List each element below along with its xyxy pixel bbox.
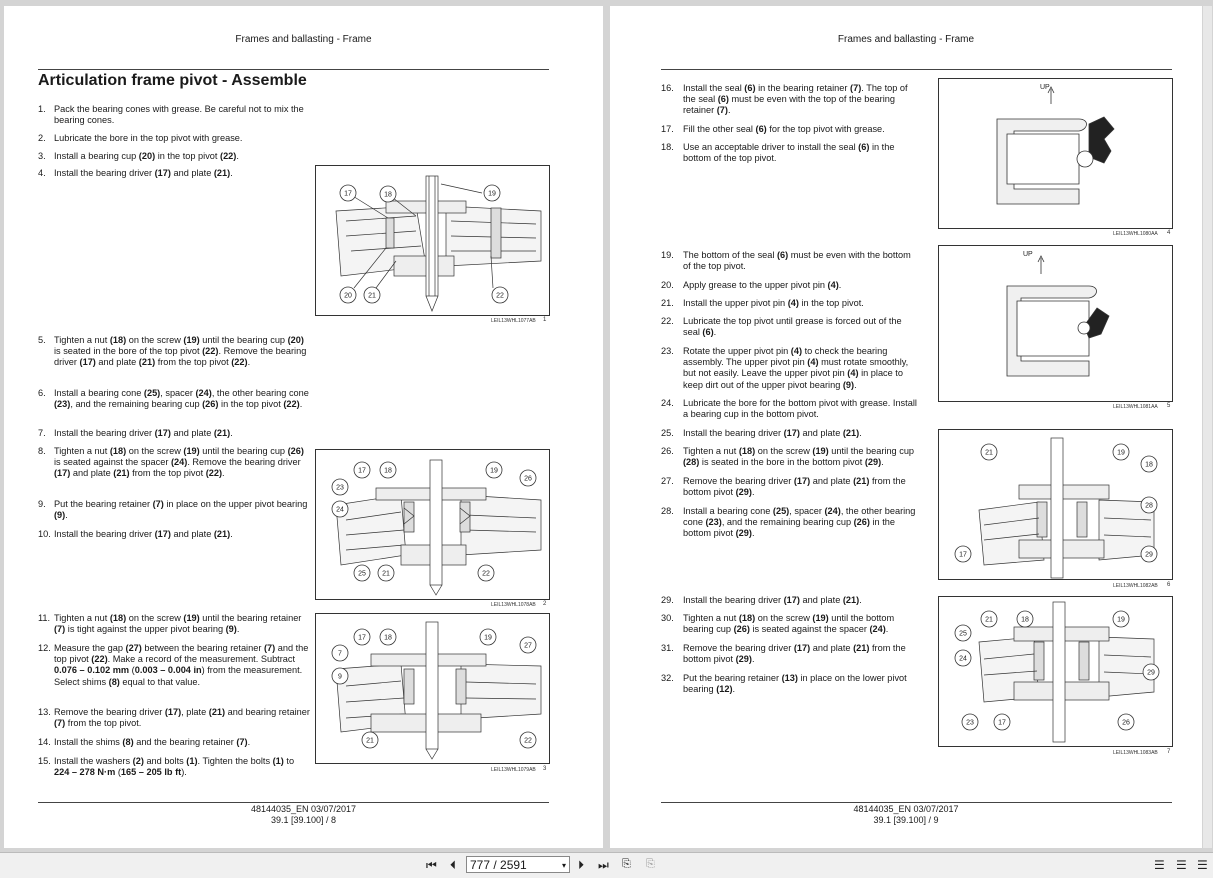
step-number: 24. bbox=[661, 398, 674, 408]
page-number-value: 777 / 2591 bbox=[470, 858, 527, 872]
svg-text:26: 26 bbox=[1122, 719, 1130, 727]
svg-text:20: 20 bbox=[344, 292, 352, 300]
step-number: 5. bbox=[38, 335, 46, 345]
first-page-icon[interactable]: ⏮ bbox=[426, 858, 437, 872]
callout-17 bbox=[340, 185, 356, 201]
callout-9 bbox=[332, 668, 348, 684]
callout-22 bbox=[492, 287, 508, 303]
step-text: Install the washers (2) and bolts (1). Tighten the bolts (1) to 224 – 278 N·m (165 – 205 lb ft). bbox=[54, 756, 295, 778]
last-page-icon[interactable]: ⏭ bbox=[598, 858, 609, 872]
step-number: 9. bbox=[38, 499, 46, 509]
continuous-view-icon[interactable]: ☰ bbox=[1197, 858, 1208, 872]
header-rule bbox=[38, 69, 549, 70]
figure-7-drawing bbox=[939, 597, 1172, 746]
step-number: 7. bbox=[38, 428, 46, 438]
figure-2-drawing bbox=[316, 450, 549, 599]
figure-6 bbox=[938, 429, 1173, 580]
figure-1-number: 1 bbox=[543, 317, 547, 323]
step-number: 32. bbox=[661, 673, 674, 683]
step-number: 22. bbox=[661, 316, 674, 326]
svg-text:19: 19 bbox=[1117, 616, 1125, 624]
svg-text:17: 17 bbox=[358, 467, 366, 475]
callout-23 bbox=[332, 479, 348, 495]
callout-22 bbox=[520, 732, 536, 748]
step-number: 28. bbox=[661, 506, 674, 516]
svg-text:21: 21 bbox=[985, 449, 993, 457]
footer-rule bbox=[661, 802, 1172, 803]
callout-29 bbox=[1143, 664, 1159, 680]
figure-7-code: LEIL13WHL1083AB bbox=[1113, 750, 1158, 756]
figure-5-up-label: UP bbox=[1023, 251, 1033, 258]
figure-4-up-label: UP bbox=[1040, 84, 1050, 91]
callout-28 bbox=[1141, 497, 1157, 513]
svg-text:25: 25 bbox=[358, 570, 366, 578]
step-number: 14. bbox=[38, 737, 51, 747]
step-number: 15. bbox=[38, 756, 51, 766]
step-text: Remove the bearing driver (17), plate (21) and bearing retainer (7) from the top pivot. bbox=[54, 707, 310, 729]
step-text: The bottom of the seal (6) must be even with the bottom of the top pivot. bbox=[683, 250, 911, 272]
svg-text:18: 18 bbox=[384, 634, 392, 642]
callout-18 bbox=[380, 462, 396, 478]
step-number: 10. bbox=[38, 529, 51, 539]
svg-text:19: 19 bbox=[488, 190, 496, 198]
svg-text:21: 21 bbox=[368, 292, 376, 300]
callout-19 bbox=[486, 462, 502, 478]
figure-2-code: LEIL13WHL1078AB bbox=[491, 602, 536, 608]
footer-rule bbox=[38, 802, 549, 803]
step-text: Install the seal (6) in the bearing retainer (7). The top of the seal (6) must be even with the top of the bearing retainer (7). bbox=[683, 83, 908, 116]
callout-21 bbox=[981, 444, 997, 460]
footer-doc-id: 48144035_EN 03/07/2017 bbox=[853, 804, 959, 814]
svg-text:7: 7 bbox=[338, 650, 342, 658]
callout-25 bbox=[354, 565, 370, 581]
step-text: Lubricate the top pivot until grease is forced out of the seal (6). bbox=[683, 316, 902, 338]
callout-18 bbox=[1141, 456, 1157, 472]
svg-text:21: 21 bbox=[382, 570, 390, 578]
figure-1 bbox=[315, 165, 550, 316]
callout-17 bbox=[994, 714, 1010, 730]
callout-17 bbox=[354, 629, 370, 645]
svg-text:18: 18 bbox=[384, 191, 392, 199]
step-text: Remove the bearing driver (17) and plate (21) from the bottom pivot (29). bbox=[683, 643, 906, 665]
figure-5-code: LEIL13WHL1081AA bbox=[1113, 404, 1158, 410]
callout-7 bbox=[332, 645, 348, 661]
step-text: Put the bearing retainer (7) in place on the upper pivot bearing (9). bbox=[54, 499, 308, 521]
figure-7 bbox=[938, 596, 1173, 747]
step-number: 27. bbox=[661, 476, 674, 486]
svg-text:18: 18 bbox=[1145, 461, 1153, 469]
step-number: 23. bbox=[661, 346, 674, 356]
step-text: Remove the bearing driver (17) and plate (21) from the bottom pivot (29). bbox=[683, 476, 906, 498]
figure-4-code: LEIL13WHL1080AA bbox=[1113, 231, 1158, 237]
step-text: Install the bearing driver (17) and plate (21). bbox=[54, 168, 233, 178]
figure-4-number: 4 bbox=[1167, 230, 1171, 236]
step-number: 12. bbox=[38, 643, 51, 653]
svg-text:28: 28 bbox=[1145, 502, 1153, 510]
step-text: Put the bearing retainer (13) in place on the lower pivot bearing (12). bbox=[683, 673, 907, 695]
svg-text:26: 26 bbox=[524, 475, 532, 483]
figure-2 bbox=[315, 449, 550, 600]
callout-18 bbox=[1017, 611, 1033, 627]
step-number: 6. bbox=[38, 388, 46, 398]
step-number: 13. bbox=[38, 707, 51, 717]
callout-26 bbox=[520, 470, 536, 486]
svg-text:27: 27 bbox=[524, 642, 532, 650]
page-title: Articulation frame pivot - Assemble bbox=[38, 72, 307, 89]
two-page-view-icon[interactable]: ☰ bbox=[1176, 858, 1187, 872]
step-text: Install a bearing cone (25), spacer (24), the other bearing cone (23), and the remaining bearing cup (26) in the bottom pivot (29). bbox=[683, 506, 916, 539]
svg-text:9: 9 bbox=[338, 673, 342, 681]
callout-29 bbox=[1141, 546, 1157, 562]
callout-18 bbox=[380, 629, 396, 645]
svg-text:29: 29 bbox=[1147, 669, 1155, 677]
right-page bbox=[610, 6, 1202, 848]
figure-3 bbox=[315, 613, 550, 764]
svg-text:24: 24 bbox=[336, 506, 344, 514]
callout-20 bbox=[340, 287, 356, 303]
step-text: Use an acceptable driver to install the seal (6) in the bottom of the top pivot. bbox=[683, 142, 895, 164]
prev-page-icon[interactable]: ⏴ bbox=[450, 858, 457, 872]
step-text: Install the bearing driver (17) and plate (21). bbox=[54, 428, 233, 438]
step-number: 3. bbox=[38, 151, 46, 161]
callout-17 bbox=[955, 546, 971, 562]
figure-2-number: 2 bbox=[543, 601, 547, 607]
svg-text:29: 29 bbox=[1145, 551, 1153, 559]
callout-17 bbox=[354, 462, 370, 478]
footer-page-number: 39.1 [39.100] / 9 bbox=[873, 815, 939, 825]
next-page-icon[interactable]: ⏵ bbox=[578, 858, 585, 872]
footer-page-number: 39.1 [39.100] / 8 bbox=[270, 815, 337, 825]
step-text: Install the bearing driver (17) and plate (21). bbox=[54, 529, 233, 539]
step-text: Tighten a nut (18) on the screw (19) until the bearing retainer (7) is tight against the upper pivot bearing (9). bbox=[54, 613, 302, 635]
step-text: Tighten a nut (18) on the screw (19) until the bearing cup (28) is seated in the bore in the bottom pivot (29). bbox=[683, 446, 915, 468]
figure-7-number: 7 bbox=[1167, 749, 1171, 755]
step-number: 20. bbox=[661, 280, 674, 290]
figure-1-drawing bbox=[316, 166, 549, 315]
callout-23 bbox=[962, 714, 978, 730]
step-text: Install the shims (8) and the bearing retainer (7). bbox=[54, 737, 251, 747]
svg-text:18: 18 bbox=[1021, 616, 1029, 624]
viewer-toolbar bbox=[0, 852, 1213, 878]
callout-21 bbox=[364, 287, 380, 303]
step-text: Tighten a nut (18) on the screw (19) until the bearing cup (26) is seated against the spacer (24). Remove the bearing driver (17) and plate (21) from the top pivot (22). bbox=[54, 446, 304, 479]
callout-21 bbox=[362, 732, 378, 748]
page-header: Frames and ballasting - Frame bbox=[837, 34, 975, 45]
header-rule bbox=[661, 69, 1172, 70]
vertical-scrollbar[interactable] bbox=[1203, 6, 1212, 848]
step-text: Apply grease to the upper pivot pin (4). bbox=[683, 280, 842, 290]
svg-text:24: 24 bbox=[959, 655, 967, 663]
svg-text:21: 21 bbox=[366, 737, 374, 745]
svg-text:17: 17 bbox=[998, 719, 1006, 727]
step-number: 8. bbox=[38, 446, 46, 456]
step-number: 2. bbox=[38, 133, 46, 143]
callout-25 bbox=[955, 625, 971, 641]
step-text: Measure the gap (27) between the bearing retainer (7) and the top pivot (22). Make a record of the measurement. Subtract 0.076 – 0.102 mm (0.003 – 0.004 in) from the measurement. Select shims (8) equal to that value. bbox=[54, 643, 309, 687]
step-number: 26. bbox=[661, 446, 674, 456]
figure-6-drawing bbox=[939, 430, 1172, 579]
callout-22 bbox=[478, 565, 494, 581]
callout-24 bbox=[955, 650, 971, 666]
figure-4 bbox=[938, 78, 1173, 229]
figure-3-drawing bbox=[316, 614, 549, 763]
svg-text:17: 17 bbox=[358, 634, 366, 642]
step-text: Install the upper pivot pin (4) in the top pivot. bbox=[683, 298, 864, 308]
step-number: 25. bbox=[661, 428, 674, 438]
callout-19 bbox=[480, 629, 496, 645]
callout-24 bbox=[332, 501, 348, 517]
svg-text:21: 21 bbox=[985, 616, 993, 624]
step-number: 30. bbox=[661, 613, 674, 623]
step-number: 11. bbox=[38, 613, 51, 623]
callout-19 bbox=[1113, 444, 1129, 460]
svg-text:17: 17 bbox=[959, 551, 967, 559]
step-number: 18. bbox=[661, 142, 674, 152]
callout-19 bbox=[1113, 611, 1129, 627]
page-header: Frames and ballasting - Frame bbox=[235, 34, 372, 45]
single-page-view-icon[interactable]: ☰ bbox=[1154, 858, 1165, 872]
figure-1-code: LEIL13WHL1077AB bbox=[491, 318, 536, 324]
svg-text:18: 18 bbox=[384, 467, 392, 475]
step-text: Pack the bearing cones with grease. Be careful not to mix the bearing cones. bbox=[54, 104, 304, 126]
step-number: 17. bbox=[661, 124, 674, 134]
step-number: 21. bbox=[661, 298, 674, 308]
callout-27 bbox=[520, 637, 536, 653]
callout-21 bbox=[981, 611, 997, 627]
step-text: Install a bearing cup (20) in the top pivot (22). bbox=[54, 151, 239, 161]
svg-text:19: 19 bbox=[484, 634, 492, 642]
chevron-down-icon[interactable]: ▾ bbox=[561, 861, 566, 870]
page-number-input[interactable] bbox=[466, 856, 570, 873]
svg-text:22: 22 bbox=[496, 292, 504, 300]
step-number: 4. bbox=[38, 168, 46, 178]
step-number: 1. bbox=[38, 104, 46, 114]
copy-page-icon[interactable]: ⎘ bbox=[622, 858, 631, 870]
callout-21 bbox=[378, 565, 394, 581]
svg-text:25: 25 bbox=[959, 630, 967, 638]
step-text: Install the bearing driver (17) and plate (21). bbox=[683, 428, 862, 438]
step-number: 19. bbox=[661, 250, 674, 260]
step-number: 16. bbox=[661, 83, 674, 93]
step-text: Tighten a nut (18) on the screw (19) until the bottom bearing cup (26) is seated against the spacer (24). bbox=[683, 613, 895, 635]
step-text: Tighten a nut (18) on the screw (19) until the bearing cup (20) is seated in the bore of the top pivot (22). Remove the bearing driver (17) and plate (21) from the top pivot (22). bbox=[54, 335, 307, 368]
step-text: Fill the other seal (6) for the top pivot with grease. bbox=[683, 124, 885, 134]
callout-18 bbox=[380, 186, 396, 202]
figure-5-number: 5 bbox=[1167, 403, 1171, 409]
figure-5-drawing bbox=[939, 246, 1172, 401]
figure-5 bbox=[938, 245, 1173, 402]
callout-26 bbox=[1118, 714, 1134, 730]
figure-3-code: LEIL13WHL1079AB bbox=[491, 767, 536, 773]
left-page bbox=[4, 6, 603, 848]
callout-19 bbox=[484, 185, 500, 201]
step-text: Install the bearing driver (17) and plate (21). bbox=[683, 595, 862, 605]
svg-text:19: 19 bbox=[490, 467, 498, 475]
step-text: Lubricate the bore for the bottom pivot with grease. Install a bearing cup in the bottom pivot. bbox=[683, 398, 917, 420]
step-text: Install a bearing cone (25), spacer (24), the other bearing cone (23), and the remaining bearing cup (26) in the top pivot (22). bbox=[54, 388, 309, 410]
footer-doc-id: 48144035_EN 03/07/2017 bbox=[250, 804, 357, 814]
svg-text:23: 23 bbox=[966, 719, 974, 727]
svg-text:19: 19 bbox=[1117, 449, 1125, 457]
figure-6-number: 6 bbox=[1167, 582, 1171, 588]
svg-text:23: 23 bbox=[336, 484, 344, 492]
svg-text:22: 22 bbox=[524, 737, 532, 745]
step-text: Rotate the upper pivot pin (4) to check the bearing assembly. The upper pivot pin (4) must rotate smoothly, but not easily. Leave the upper pivot pin (4) in place to keep dirt out of the upper pivot bearing (9). bbox=[683, 346, 909, 390]
figure-3-number: 3 bbox=[543, 766, 547, 772]
svg-text:17: 17 bbox=[344, 190, 352, 198]
compare-page-icon[interactable]: ⎘ bbox=[646, 858, 655, 870]
figure-4-drawing bbox=[939, 79, 1172, 228]
step-number: 29. bbox=[661, 595, 674, 605]
step-text: Lubricate the bore in the top pivot with grease. bbox=[54, 133, 243, 143]
svg-text:22: 22 bbox=[482, 570, 490, 578]
figure-6-code: LEIL13WHL1082AB bbox=[1113, 583, 1158, 589]
step-number: 31. bbox=[661, 643, 674, 653]
